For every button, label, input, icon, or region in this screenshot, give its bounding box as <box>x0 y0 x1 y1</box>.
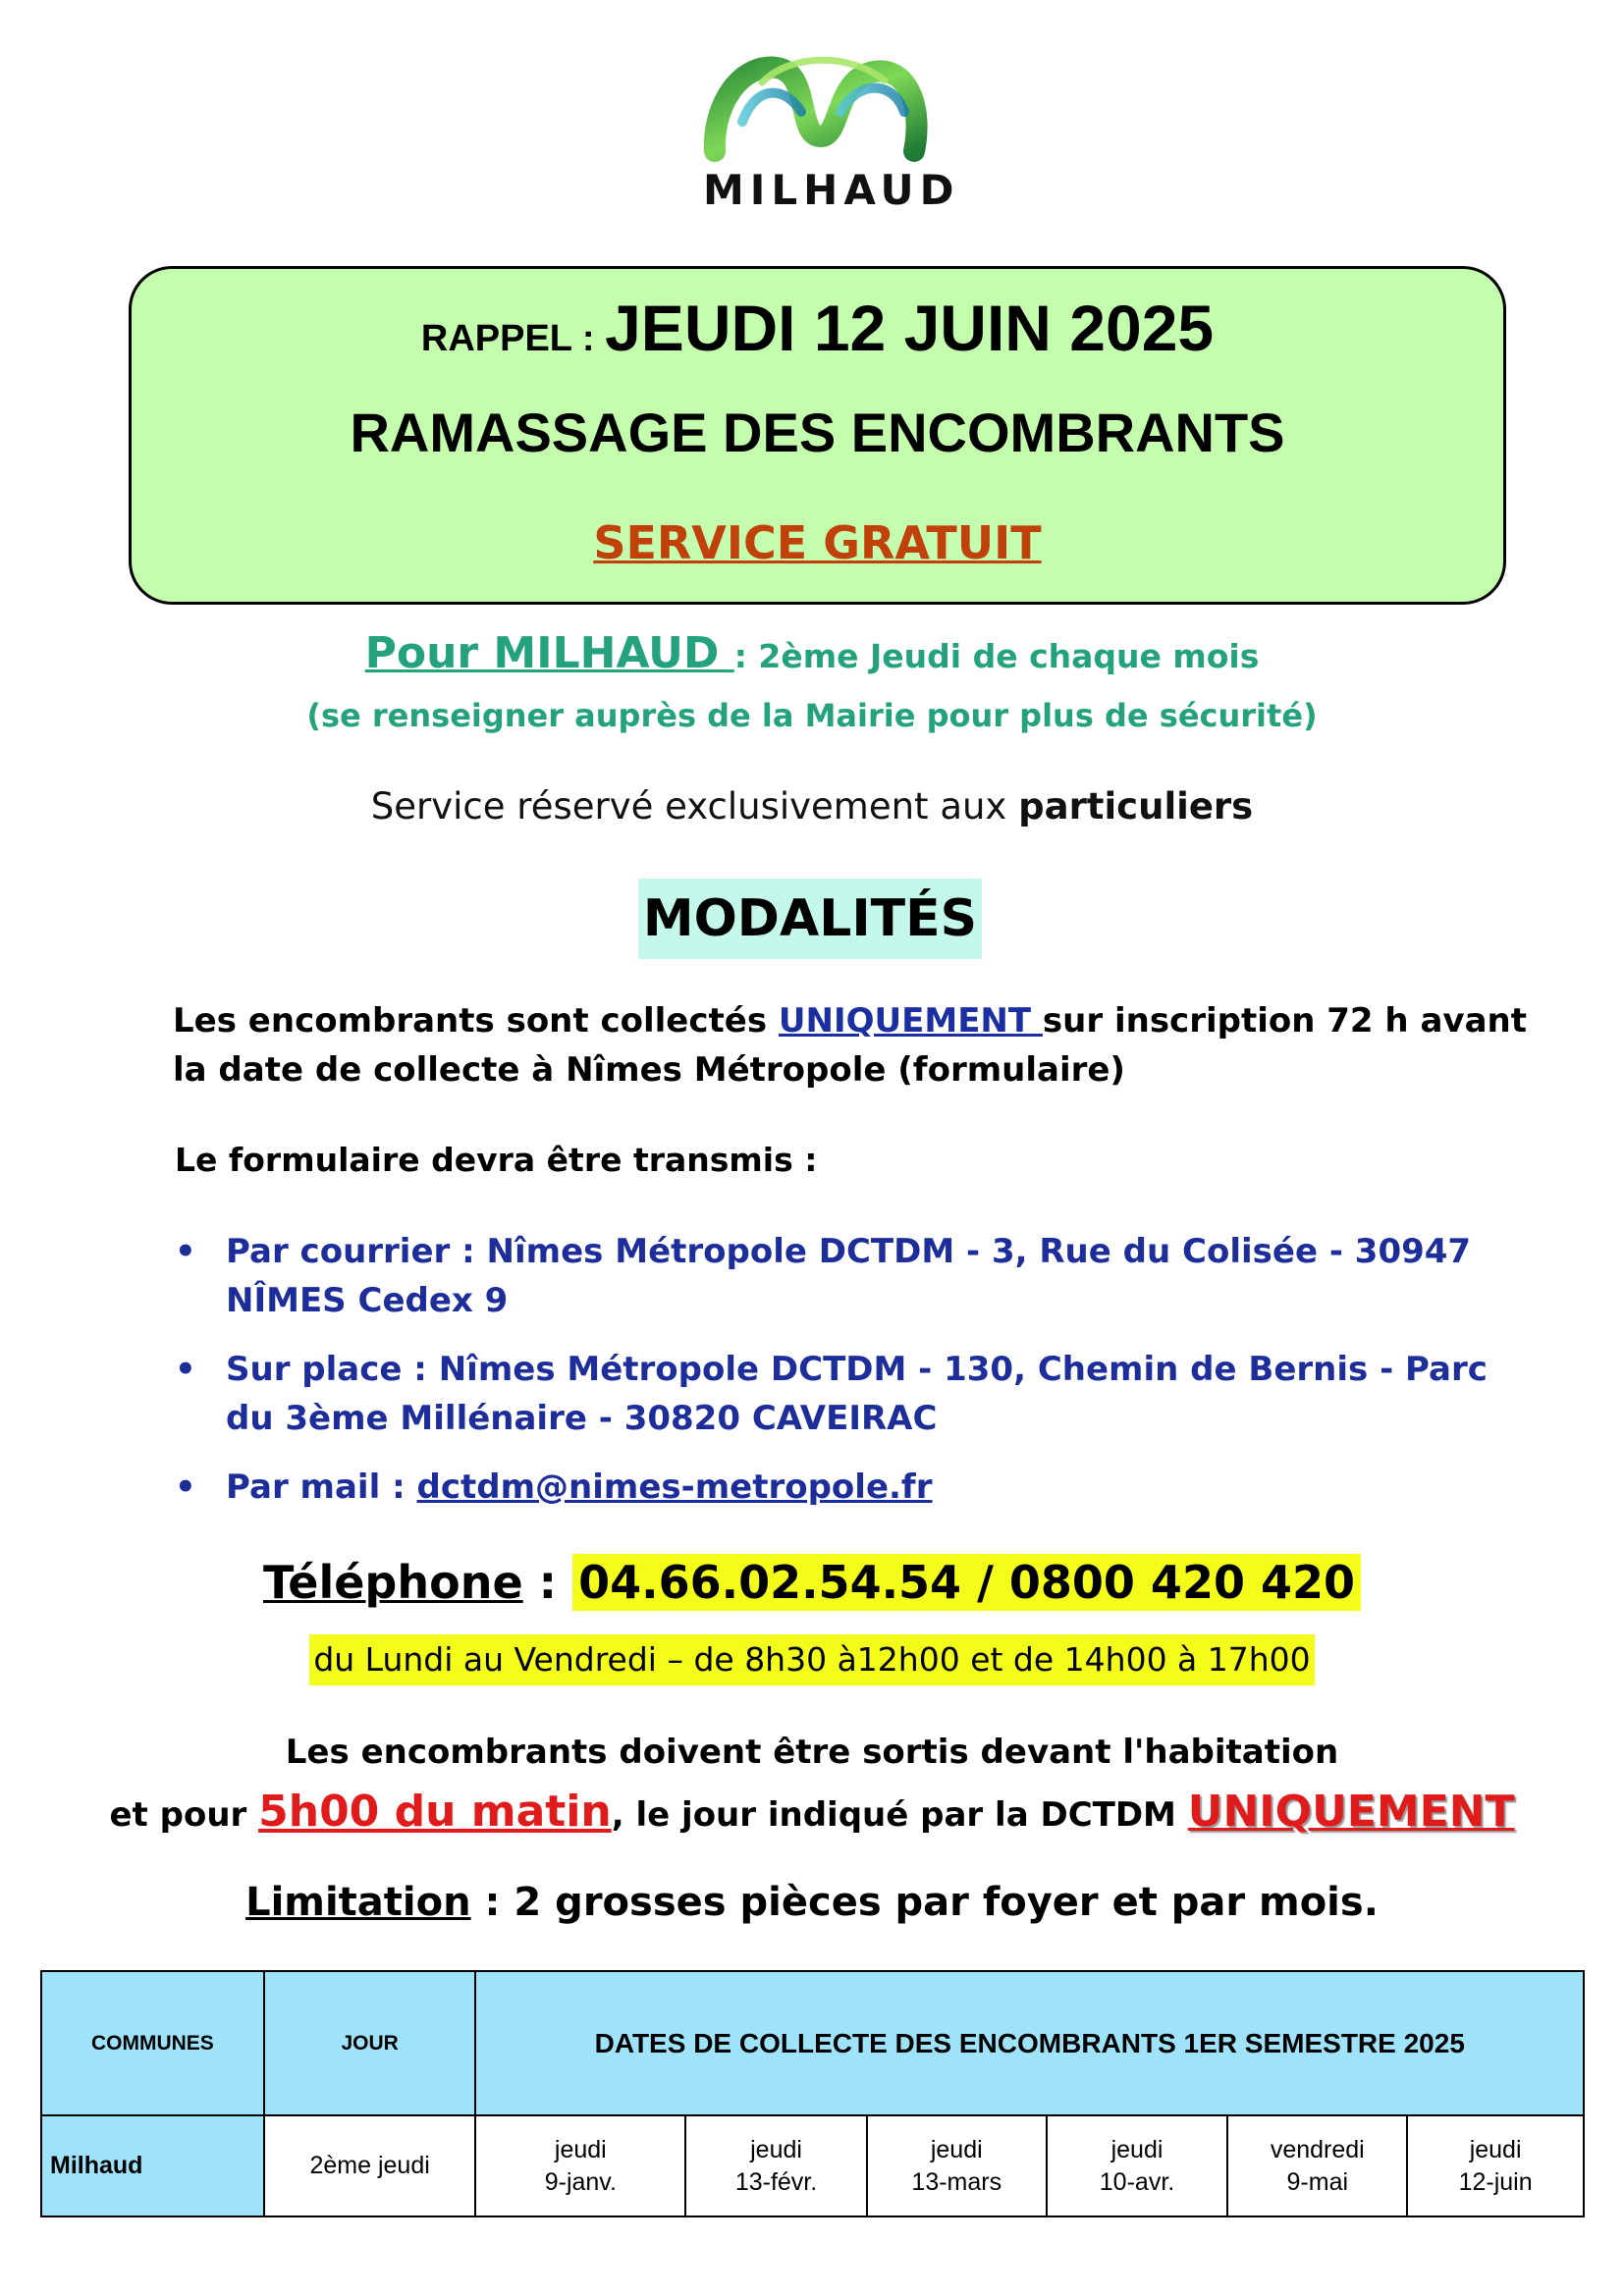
collection-dates-table <box>40 1970 1585 2217</box>
cell-date-value: 13-févr. <box>734 2167 818 2196</box>
cell-day: jeudi <box>554 2135 607 2163</box>
limitation-label: Limitation <box>245 1880 471 1925</box>
renseigner-note: (se renseigner auprès de la Mairie pour plus de sécurité) <box>306 697 1318 734</box>
reserve-line <box>0 785 1624 828</box>
bullet-icon: • <box>175 1350 196 1389</box>
cell-date <box>475 2115 685 2216</box>
para-part2: sur inscription 72 h avant la date de collecte à Nîmes Métropole (formulaire) <box>173 1001 1527 1090</box>
cell-day: jeudi <box>750 2135 802 2163</box>
cell-commune: Milhaud <box>41 2115 264 2216</box>
rappel-date: JEUDI 12 JUIN 2025 <box>605 292 1215 364</box>
milhaud-logo <box>703 43 960 225</box>
modalites-heading: MODALITÉS <box>638 879 982 959</box>
cell-day: vendredi <box>1270 2135 1365 2163</box>
et-pour: et pour <box>109 1795 259 1835</box>
banner-title: RAMASSAGE DES ENCOMBRANTS <box>350 401 1285 463</box>
table-header-row <box>41 1971 1584 2115</box>
pour-milhaud-line <box>0 628 1624 678</box>
cell-day: jeudi <box>930 2135 983 2163</box>
inscription-paragraph <box>173 996 1538 1095</box>
banner-subtitle: SERVICE GRATUIT <box>593 516 1042 569</box>
bullet-sur-place-text: Sur place : Nîmes Métropole DCTDM - 130, Chemin de Bernis - Parc du 3ème Millénaire - 30820 CAVEIRAC <box>226 1350 1488 1438</box>
logo-text: MILHAUD <box>703 166 960 214</box>
telephone-line <box>0 1556 1624 1609</box>
cell-date <box>685 2115 867 2216</box>
sortis-line: Les encombrants doivent être sortis devant l'habitation <box>285 1733 1339 1772</box>
reserve-bold: particuliers <box>1018 785 1254 828</box>
bullet-mail <box>175 1463 1510 1512</box>
telephone-separator: : <box>522 1556 573 1609</box>
cell-jour: 2ème jeudi <box>264 2115 476 2216</box>
email-link[interactable]: dctdm@nimes-metropole.fr <box>416 1468 933 1507</box>
bullet-icon: • <box>175 1468 196 1507</box>
para-uniquement: UNIQUEMENT <box>778 1001 1043 1041</box>
cell-date <box>1227 2115 1407 2216</box>
cell-day: jeudi <box>1469 2135 1522 2163</box>
para-part1: Les encombrants sont collectés <box>173 1001 779 1041</box>
reserve-text: Service réservé exclusivement aux <box>370 785 1019 828</box>
rappel-label: RAPPEL : <box>420 318 606 359</box>
table-row <box>41 2115 1584 2216</box>
cell-date-value: 12-juin <box>1458 2167 1533 2196</box>
cell-date-value: 9-janv. <box>544 2167 617 2196</box>
bullet-courrier-text: Par courrier : Nîmes Métropole DCTDM - 3, Rue du Colisée - 30947 NÎMES Cedex 9 <box>226 1232 1472 1320</box>
bullet-mail-line <box>226 1463 1510 1512</box>
milhaud-wave-icon <box>703 43 939 166</box>
header-communes: COMMUNES <box>41 1971 264 2115</box>
opening-hours: du Lundi au Vendredi – de 8h30 à12h00 et de 14h00 à 17h00 <box>309 1634 1314 1685</box>
pour-milhaud: Pour MILHAUD <box>364 628 734 678</box>
cell-date <box>867 2115 1047 2216</box>
limitation-line <box>0 1880 1624 1925</box>
heure-collecte: 5h00 du matin <box>258 1787 612 1837</box>
bullet-icon: • <box>175 1232 196 1271</box>
bullet-courrier <box>175 1227 1510 1325</box>
limitation-text: : 2 grosses pièces par foyer et par mois. <box>470 1880 1379 1925</box>
bullet-sur-place <box>175 1345 1510 1443</box>
uniquement-warning: UNIQUEMENT <box>1187 1787 1515 1837</box>
telephone-numbers[interactable]: 04.66.02.54.54 / 0800 420 420 <box>572 1554 1361 1611</box>
telephone-label: Téléphone <box>262 1556 523 1609</box>
jour-indique: , le jour indiqué par la DCTDM <box>611 1795 1188 1835</box>
cell-date <box>1047 2115 1228 2216</box>
pour-milhaud-schedule: : 2ème Jeudi de chaque mois <box>733 637 1260 675</box>
formulaire-intro: Le formulaire devra être transmis : <box>175 1141 818 1179</box>
cell-date-value: 9-mai <box>1286 2167 1349 2196</box>
announcement-banner <box>129 266 1506 605</box>
header-jour: JOUR <box>264 1971 476 2115</box>
matin-line <box>0 1787 1624 1837</box>
cell-day: jeudi <box>1110 2135 1164 2163</box>
opening-hours-wrap <box>0 1634 1624 1685</box>
header-dates: DATES DE COLLECTE DES ENCOMBRANTS 1ER SEMESTRE 2025 <box>475 1971 1584 2115</box>
rappel-line <box>132 291 1503 365</box>
cell-date-value: 13-mars <box>911 2167 1002 2196</box>
cell-date-value: 10-avr. <box>1099 2167 1175 2196</box>
bullet-mail-label: Par mail : <box>226 1468 417 1507</box>
cell-date <box>1407 2115 1584 2216</box>
